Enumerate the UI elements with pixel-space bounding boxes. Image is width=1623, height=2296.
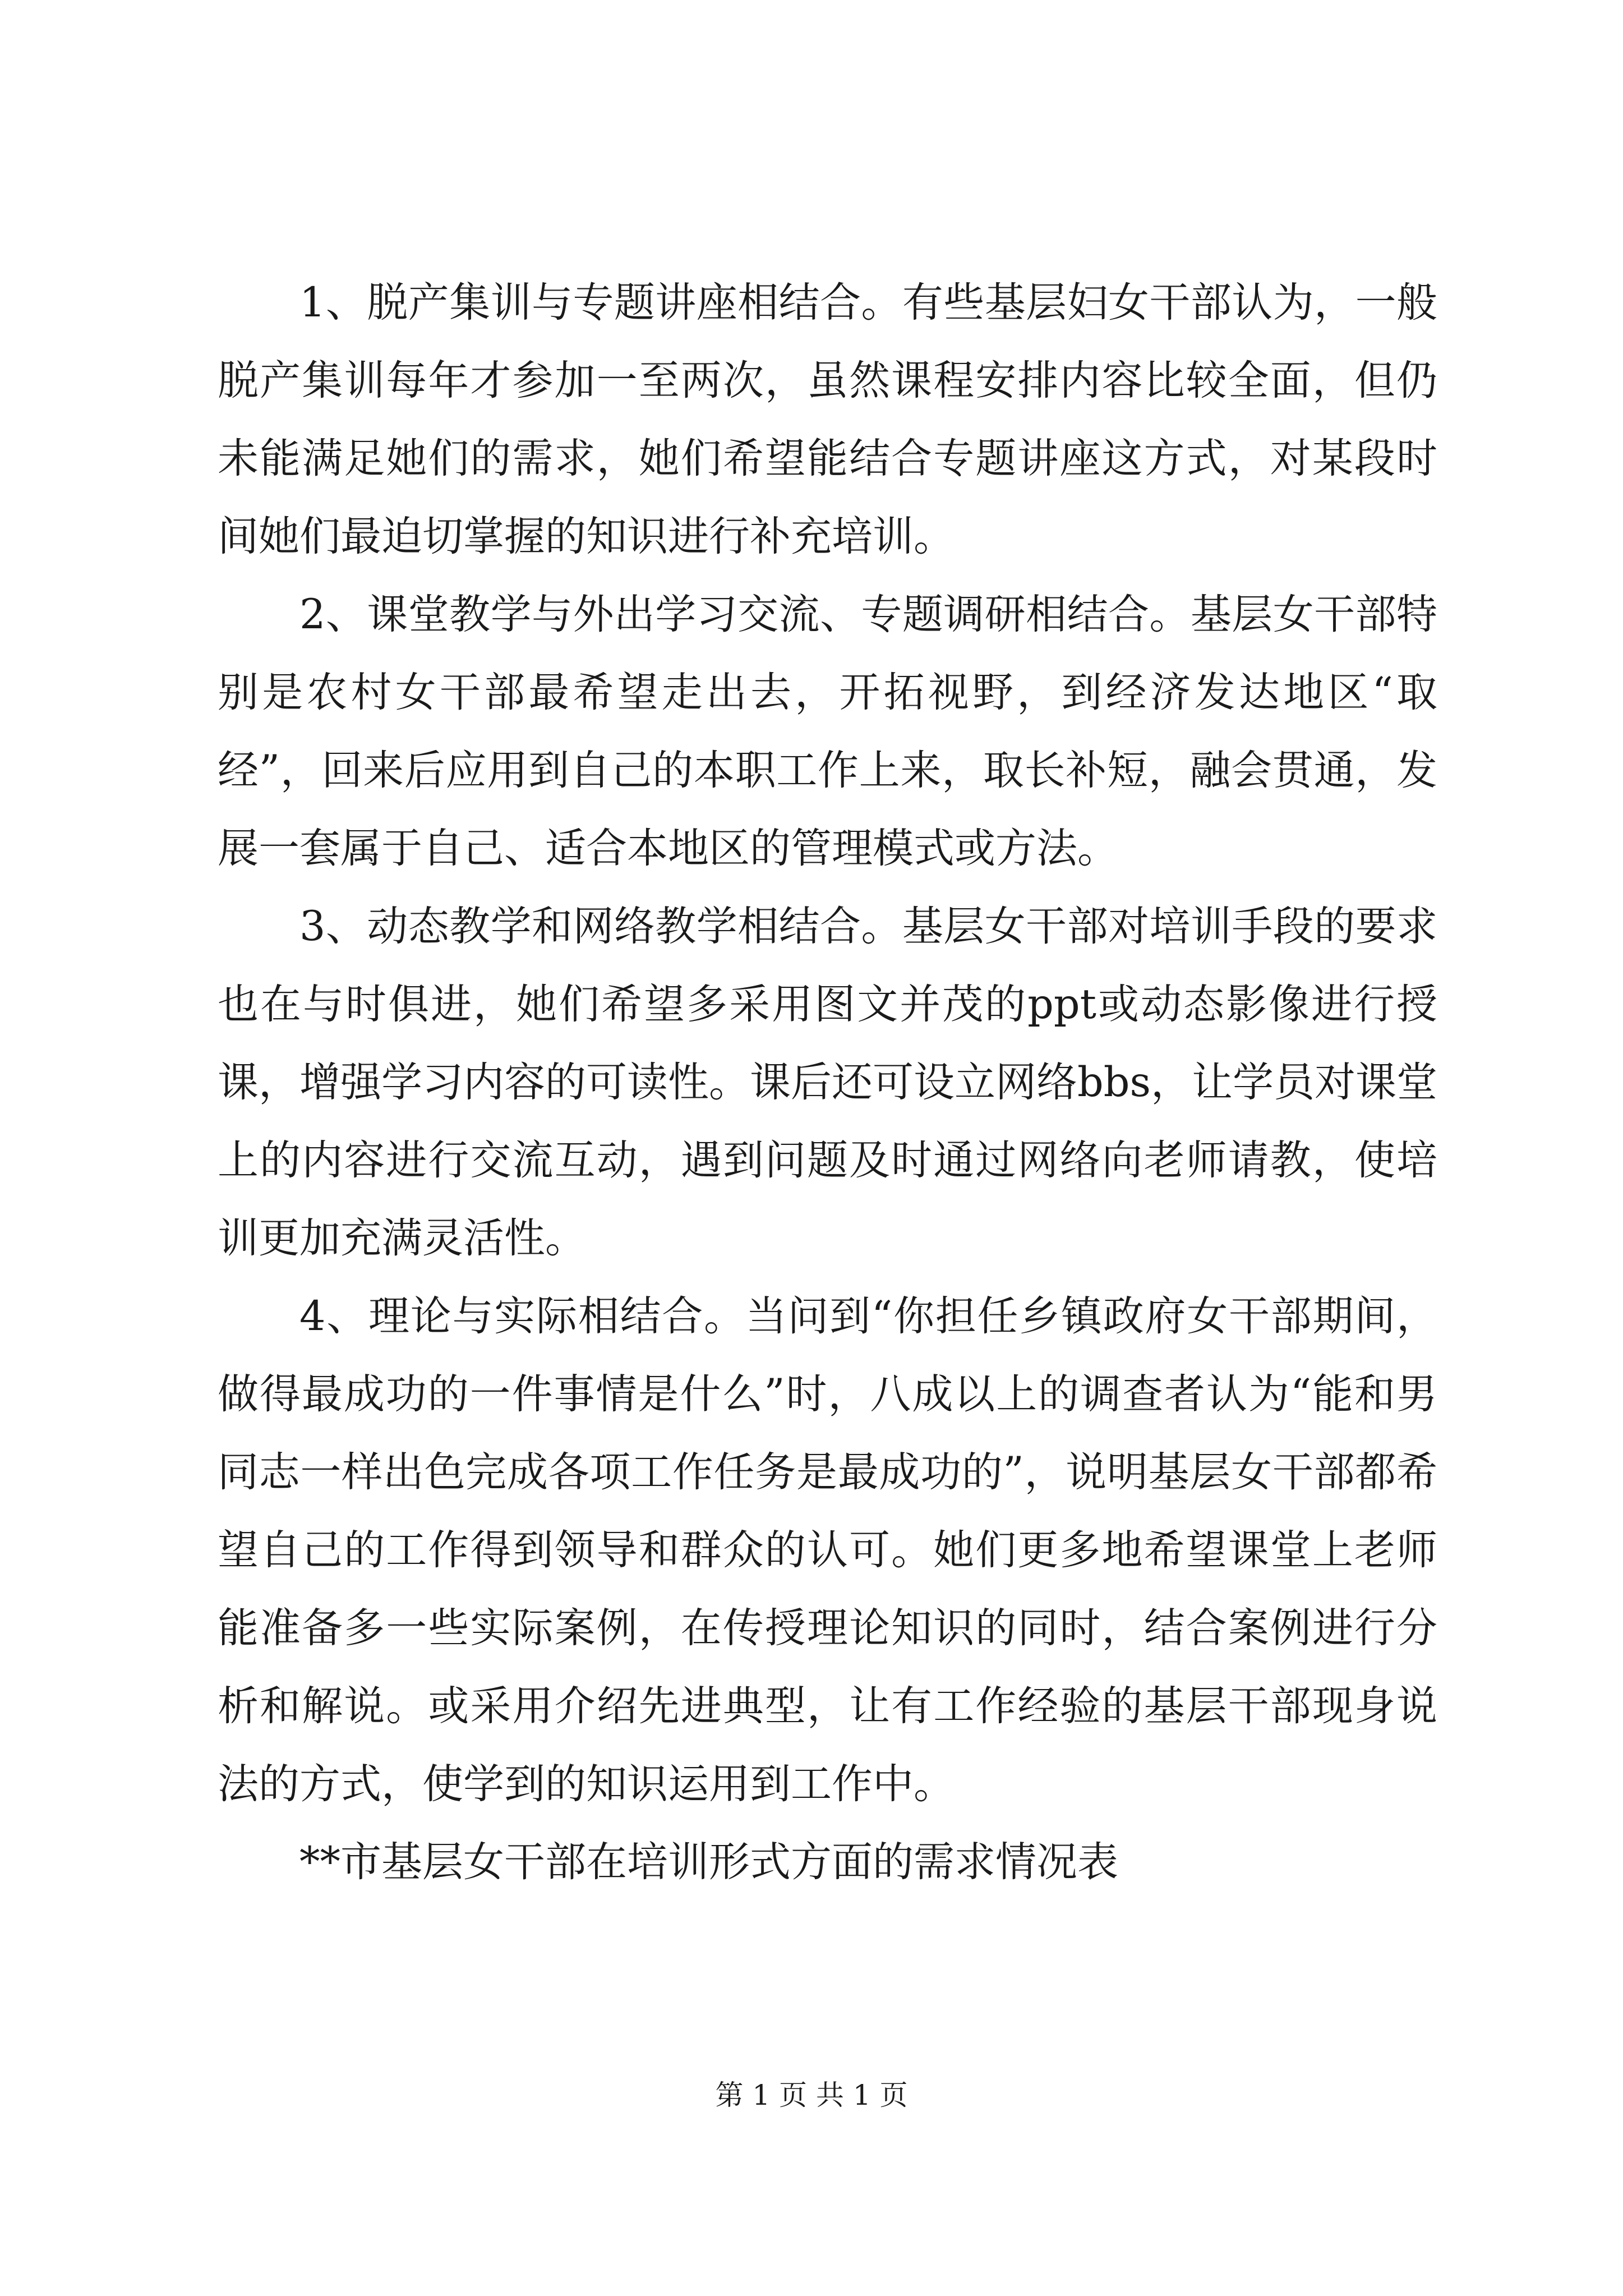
page-footer: 第 1 页 共 1 页: [715, 2079, 908, 2111]
table-caption: **市基层女干部在培训形式方面的需求情况表: [299, 1838, 1118, 1886]
document-body: [218, 264, 1437, 1901]
paragraph-1: 1、脱产集训与专题讲座相结合。有些基层妇女干部认为，一般脱产集训每年才参加一至两次，虽然课程安排内容比较全面，但仍未能满足她们的需求，她们希望能结合专题讲座这方式，对某段时间她们最迫切掌握的知识进行补充培训。: [218, 279, 1437, 560]
paragraph-2: 2、课堂教学与外出学习交流、专题调研相结合。基层女干部特别是农村女干部最希望走出去，开拓视野，到经济发达地区“取经”，回来后应用到自己的本职工作上来，取长补短，融会贯通，发展一套属于自己、适合本地区的管理模式或方法。: [218, 591, 1437, 872]
paragraph-4: 4、理论与实际相结合。当问到“你担任乡镇政府女干部期间，做得最成功的一件事情是什么”时，八成以上的调查者认为“能和男同志一样出色完成各项工作任务是最成功的”，说明基层女干部都希望自己的工作得到领导和群众的认可。她们更多地希望课堂上老师能准备多一些实际案例，在传授理论知识的同时，结合案例进行分析和解说。或采用介绍先进典型，让有工作经验的基层干部现身说法的方式，使学到的知识运用到工作中。: [218, 1292, 1437, 1808]
paragraph-3: 3、动态教学和网络教学相结合。基层女干部对培训手段的要求也在与时俱进，她们希望多采用图文并茂的ppt或动态影像进行授课，增强学习内容的可读性。课后还可设立网络bbs，让学员对课堂上的内容进行交流互动，遇到问题及时通过网络向老师请教，使培训更加充满灵活性。: [218, 903, 1437, 1262]
